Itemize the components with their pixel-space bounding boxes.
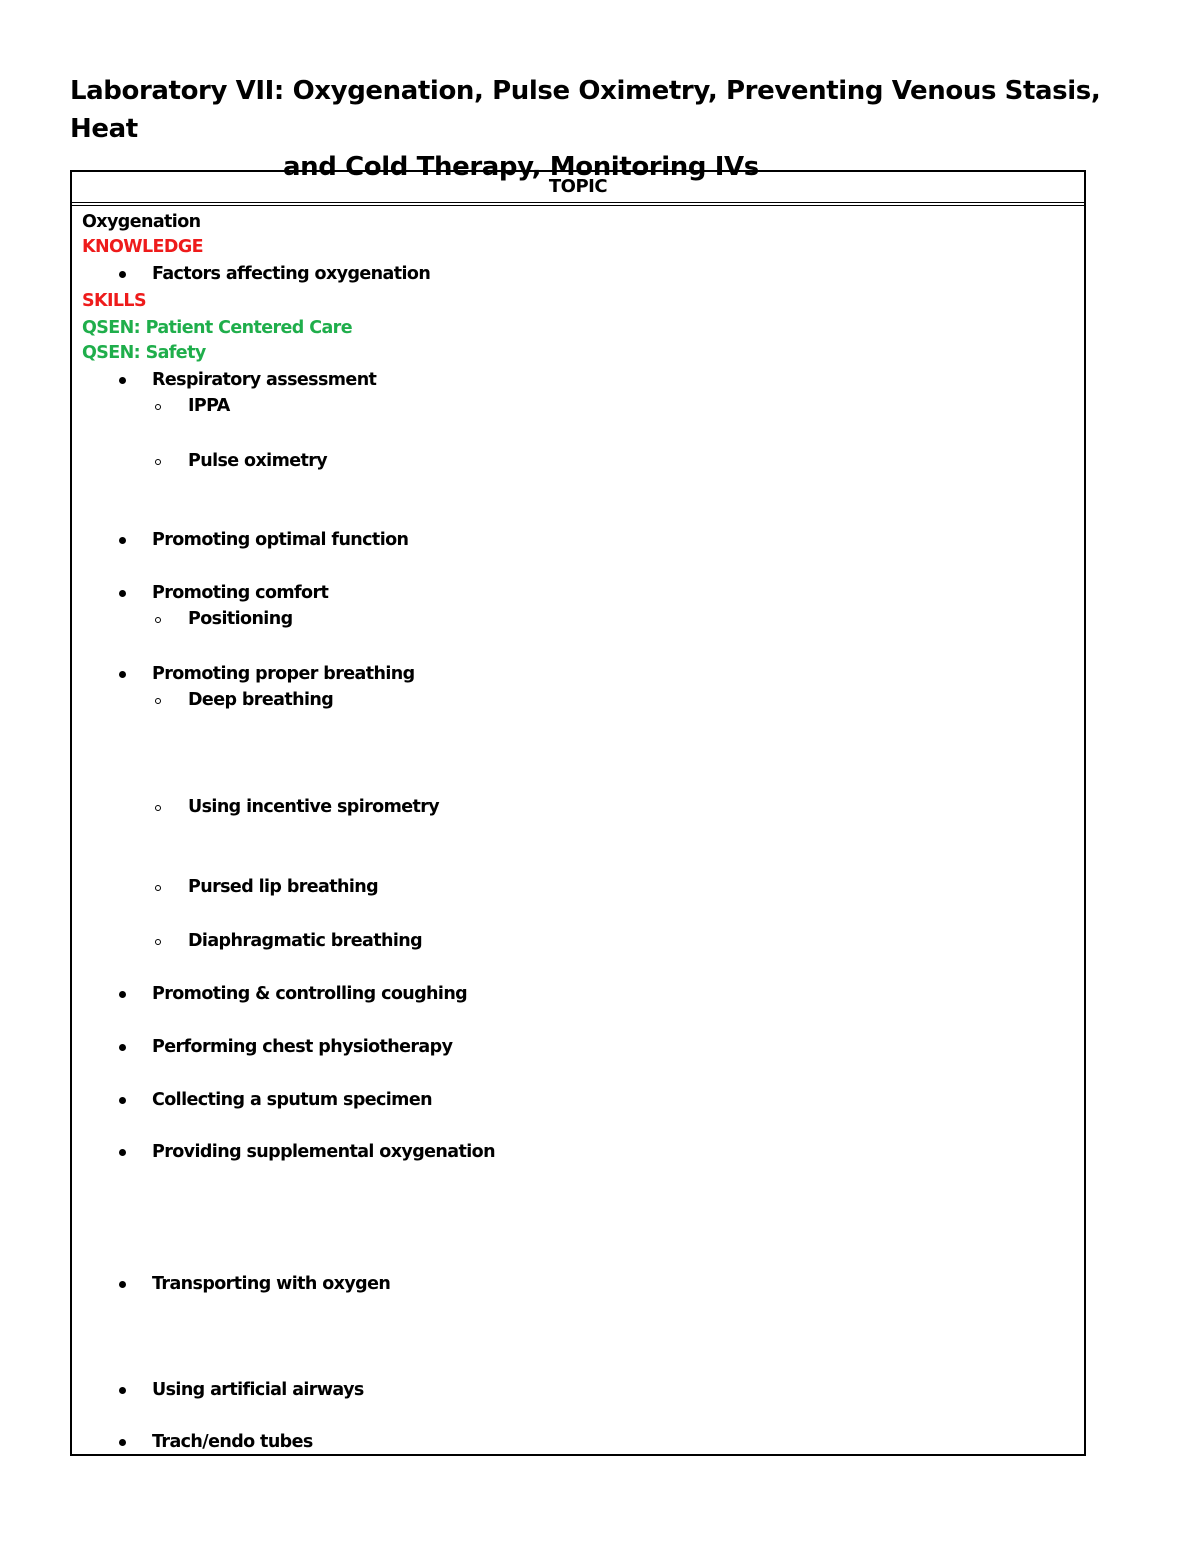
sub-list-item: Pulse oximetry	[72, 449, 972, 473]
circle-bullet-icon	[155, 404, 161, 410]
bullet-icon	[119, 1387, 126, 1394]
list-item: Promoting proper breathing	[72, 662, 972, 686]
list-item: Trach/endo tubes	[72, 1430, 972, 1454]
sub-list-item: Pursed lip breathing	[72, 875, 972, 899]
title-line-1: Laboratory VII: Oxygenation, Pulse Oximetry, Preventing Venous Stasis, Heat	[70, 76, 1101, 144]
bullet-icon	[119, 671, 126, 678]
qsen-label-patient-centered-care: QSEN: Patient Centered Care	[82, 318, 352, 338]
qsen-label-safety: QSEN: Safety	[82, 343, 206, 363]
section-heading: Oxygenation	[82, 212, 201, 232]
bullet-icon	[119, 1097, 126, 1104]
bullet-icon	[119, 377, 126, 384]
list-item: Promoting & controlling coughing	[72, 982, 972, 1006]
bullet-icon	[119, 1044, 126, 1051]
sub-list-item: IPPA	[72, 394, 972, 418]
circle-bullet-icon	[155, 617, 161, 623]
list-item: Promoting comfort	[72, 581, 972, 605]
bullet-icon	[119, 271, 126, 278]
list-item: Transporting with oxygen	[72, 1272, 972, 1296]
circle-bullet-icon	[155, 805, 161, 811]
circle-bullet-icon	[155, 698, 161, 704]
topic-table	[70, 170, 1086, 1456]
document-title	[70, 72, 1130, 186]
list-item: Promoting optimal function	[72, 528, 972, 552]
sub-list-item: Diaphragmatic breathing	[72, 929, 972, 953]
sub-list-item: Using incentive spirometry	[72, 795, 972, 819]
list-item: Providing supplemental oxygenation	[72, 1140, 972, 1164]
bullet-icon	[119, 537, 126, 544]
list-item: Respiratory assessment	[72, 368, 972, 392]
bullet-icon	[119, 1149, 126, 1156]
bullet-icon	[119, 1439, 126, 1446]
list-item: Collecting a sputum specimen	[72, 1088, 972, 1112]
list-item: Using artificial airways	[72, 1378, 972, 1402]
list-item: Factors affecting oxygenation	[72, 262, 972, 286]
circle-bullet-icon	[155, 459, 161, 465]
bullet-icon	[119, 991, 126, 998]
bullet-icon	[119, 1281, 126, 1288]
skills-label: SKILLS	[82, 291, 146, 311]
list-item: Performing chest physiotherapy	[72, 1035, 972, 1059]
sub-list-item: Deep breathing	[72, 688, 972, 712]
circle-bullet-icon	[155, 939, 161, 945]
knowledge-label: KNOWLEDGE	[82, 237, 203, 257]
circle-bullet-icon	[155, 885, 161, 891]
bullet-icon	[119, 590, 126, 597]
title-line-2: and Cold Therapy, Monitoring IVs	[283, 152, 759, 182]
table-header: TOPIC	[72, 172, 1084, 206]
sub-list-item: Positioning	[72, 607, 972, 631]
